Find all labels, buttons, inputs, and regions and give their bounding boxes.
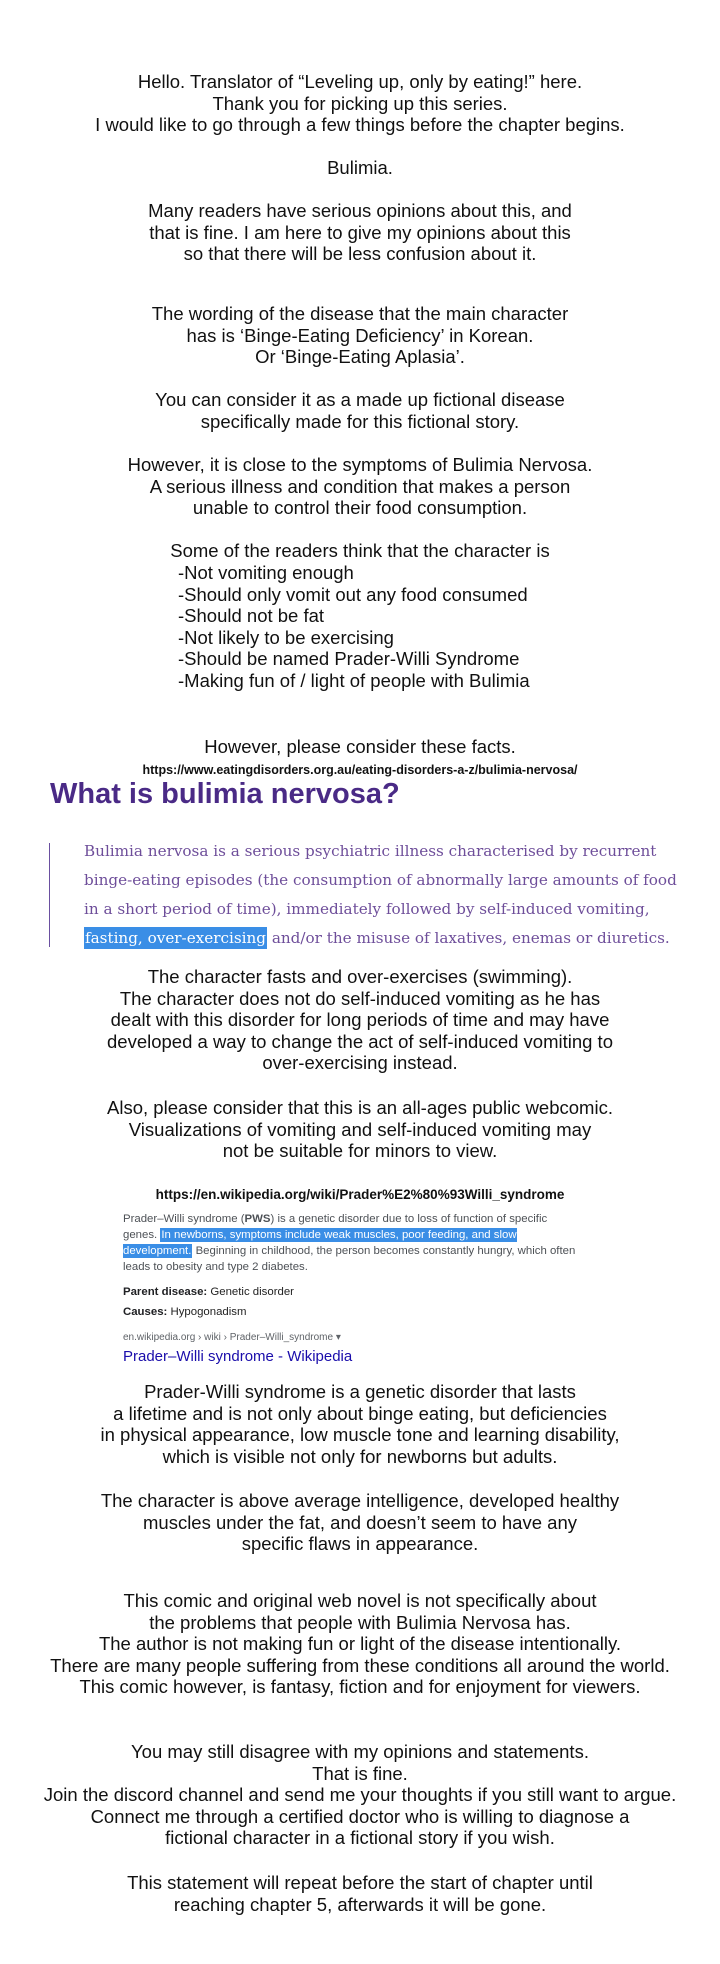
parent-disease-row bbox=[123, 1286, 294, 1298]
text-line: The character is above average intelligence, developed healthy bbox=[100, 1490, 620, 1511]
article-quote bbox=[84, 837, 690, 953]
text-line: That is fine. bbox=[312, 1762, 408, 1784]
text-line: in physical appearance, low muscle tone and learning disability, bbox=[100, 1424, 620, 1446]
list-item: -Should not be fat bbox=[178, 605, 325, 627]
text-line: Some of the readers think that the character is bbox=[170, 540, 550, 561]
text-line: developed a way to change the act of self-induced vomiting to bbox=[107, 1030, 613, 1052]
text-line: However, it is close to the symptoms of Bulimia Nervosa. bbox=[127, 454, 593, 475]
text-line: A serious illness and condition that makes a person bbox=[149, 475, 571, 497]
above-average-paragraph bbox=[0, 1490, 720, 1555]
wiki-def-text: Prader–Willi syndrome ( bbox=[123, 1213, 245, 1225]
wiki-def-text: Beginning in childhood, the person becomes constantly hungry, which often leads to obesity and type 2 diabetes. bbox=[123, 1245, 576, 1273]
text-line: Prader-Willi syndrome is a genetic disorder that lasts bbox=[144, 1381, 576, 1402]
text-line: a lifetime and is not only about binge eating, but deficiencies bbox=[113, 1402, 607, 1424]
text-line: The character does not do self-induced vomiting as he has bbox=[119, 987, 601, 1009]
wiki-link-title[interactable]: Prader–Willi syndrome - Wikipedia bbox=[123, 1348, 353, 1365]
character-fasts-paragraph bbox=[0, 966, 720, 1074]
close-to-paragraph bbox=[0, 454, 720, 519]
wiki-citation[interactable]: en.wikipedia.org › wiki › Prader–Willi_syndrome ▾ bbox=[123, 1332, 341, 1343]
causes-row bbox=[123, 1306, 246, 1318]
highlighted-text: In newborns, symptoms include weak muscles, poor feeding, and slow development. bbox=[123, 1229, 517, 1257]
text-line: reaching chapter 5, afterwards it will be gone. bbox=[173, 1893, 547, 1915]
pws-description-paragraph bbox=[0, 1381, 720, 1467]
wiki-def-text: ) is a genetic disorder due to loss of function of specific genes. bbox=[123, 1213, 548, 1241]
text-line: There are many people suffering from these conditions all around the world. bbox=[50, 1654, 670, 1676]
text-line: Also, please consider that this is an all-ages public webcomic. bbox=[107, 1097, 613, 1118]
text-line: This comic and original web novel is not specifically about bbox=[123, 1590, 597, 1611]
text-line: so that there will be less confusion about it. bbox=[183, 243, 537, 265]
intro-paragraph bbox=[0, 71, 720, 136]
list-item: -Should only vomit out any food consumed bbox=[178, 583, 528, 605]
disagree-paragraph bbox=[0, 1741, 720, 1849]
text-line: Join the discord channel and send me your thoughts if you still want to argue. bbox=[43, 1784, 677, 1806]
opinions-paragraph bbox=[0, 200, 720, 265]
text-line: I would like to go through a few things before the chapter begins. bbox=[95, 114, 625, 136]
text-line: The wording of the disease that the main character bbox=[151, 303, 569, 324]
text-line: fictional character in a fictional story if you wish. bbox=[165, 1827, 555, 1849]
text-line: Bulimia. bbox=[327, 157, 393, 178]
text-line: You can consider it as a made up fictional disease bbox=[155, 389, 565, 410]
text-line: Or ‘Binge-Eating Aplasia’. bbox=[255, 346, 465, 368]
text-line: This comic however, is fantasy, fiction and for enjoyment for viewers. bbox=[79, 1676, 641, 1698]
text-line: However, please consider these facts. bbox=[204, 736, 516, 757]
list-item: -Not likely to be exercising bbox=[178, 626, 394, 648]
text-line: Hello. Translator of “Leveling up, only by eating!” here. bbox=[137, 71, 583, 92]
text-line: over-exercising instead. bbox=[262, 1052, 458, 1074]
parent-disease-label: Parent disease: bbox=[123, 1286, 208, 1298]
list-item: -Not vomiting enough bbox=[178, 562, 354, 583]
text-line: which is visible not only for newborns but adults. bbox=[162, 1445, 558, 1467]
topic-paragraph bbox=[0, 157, 720, 179]
text-line: This statement will repeat before the start of chapter until bbox=[127, 1872, 593, 1893]
source-url: https://www.eatingdisorders.org.au/eating-disorders-a-z/bulimia-nervosa/ bbox=[142, 763, 578, 777]
repeat-paragraph bbox=[0, 1872, 720, 1915]
text-line: You may still disagree with my opinions and statements. bbox=[131, 1741, 589, 1762]
text-line: specifically made for this fictional story. bbox=[200, 410, 520, 432]
wiki-snippet bbox=[123, 1211, 583, 1365]
text-line: Many readers have serious opinions about this, and bbox=[148, 200, 572, 221]
text-line: has is ‘Binge-Eating Deficiency’ in Korean. bbox=[186, 324, 534, 346]
list-item: -Should be named Prader-Willi Syndrome bbox=[178, 648, 520, 670]
text-line: the problems that people with Bulimia Nervosa has. bbox=[149, 1611, 571, 1633]
source-url: https://en.wikipedia.org/wiki/Prader%E2%80%93Willi_syndrome bbox=[155, 1187, 565, 1202]
wiki-definition bbox=[123, 1211, 583, 1275]
text-line: Connect me through a certified doctor who is willing to diagnose a bbox=[90, 1805, 630, 1827]
text-line: specific flaws in appearance. bbox=[241, 1533, 479, 1555]
text-line: unable to control their food consumption. bbox=[192, 497, 528, 519]
quote-text: and/or the misuse of laxatives, enemas or diuretics. bbox=[271, 929, 670, 947]
readers-think-intro bbox=[0, 540, 720, 562]
quote-text: Bulimia nervosa is a serious psychiatric illness characterised by recurrent binge-eating episodes (the consumption of abnormally large amounts of food in a short period of time), immediately followed by self-induced vomiting, bbox=[84, 842, 677, 918]
text-line: not be suitable for minors to view. bbox=[222, 1140, 498, 1162]
readers-think-list bbox=[178, 562, 530, 692]
text-line: Thank you for picking up this series. bbox=[212, 92, 508, 114]
list-item: -Making fun of / light of people with Bulimia bbox=[178, 669, 530, 691]
text-line: Visualizations of vomiting and self-induced vomiting may bbox=[128, 1118, 592, 1140]
causes-value: Hypogonadism bbox=[170, 1306, 247, 1318]
text-line: dealt with this disorder for long periods of time and may have bbox=[110, 1009, 610, 1031]
all-ages-paragraph bbox=[0, 1097, 720, 1162]
article-heading: What is bulimia nervosa? bbox=[50, 778, 400, 810]
text-line: The character fasts and over-exercises (swimming). bbox=[147, 966, 573, 987]
text-line: that is fine. I am here to give my opinions about this bbox=[149, 221, 571, 243]
parent-disease-value: Genetic disorder bbox=[210, 1286, 294, 1298]
text-line: The author is not making fun or light of the disease intentionally. bbox=[98, 1633, 622, 1655]
fictional-paragraph bbox=[0, 389, 720, 432]
consider-paragraph bbox=[0, 736, 720, 758]
highlighted-text: fasting, over-exercising bbox=[85, 929, 267, 947]
wording-paragraph bbox=[0, 303, 720, 368]
wiki-abbr: PWS bbox=[244, 1213, 271, 1225]
causes-label: Causes: bbox=[123, 1306, 168, 1318]
text-line: muscles under the fat, and doesn’t seem to have any bbox=[143, 1511, 577, 1533]
not-about-paragraph bbox=[0, 1590, 720, 1698]
